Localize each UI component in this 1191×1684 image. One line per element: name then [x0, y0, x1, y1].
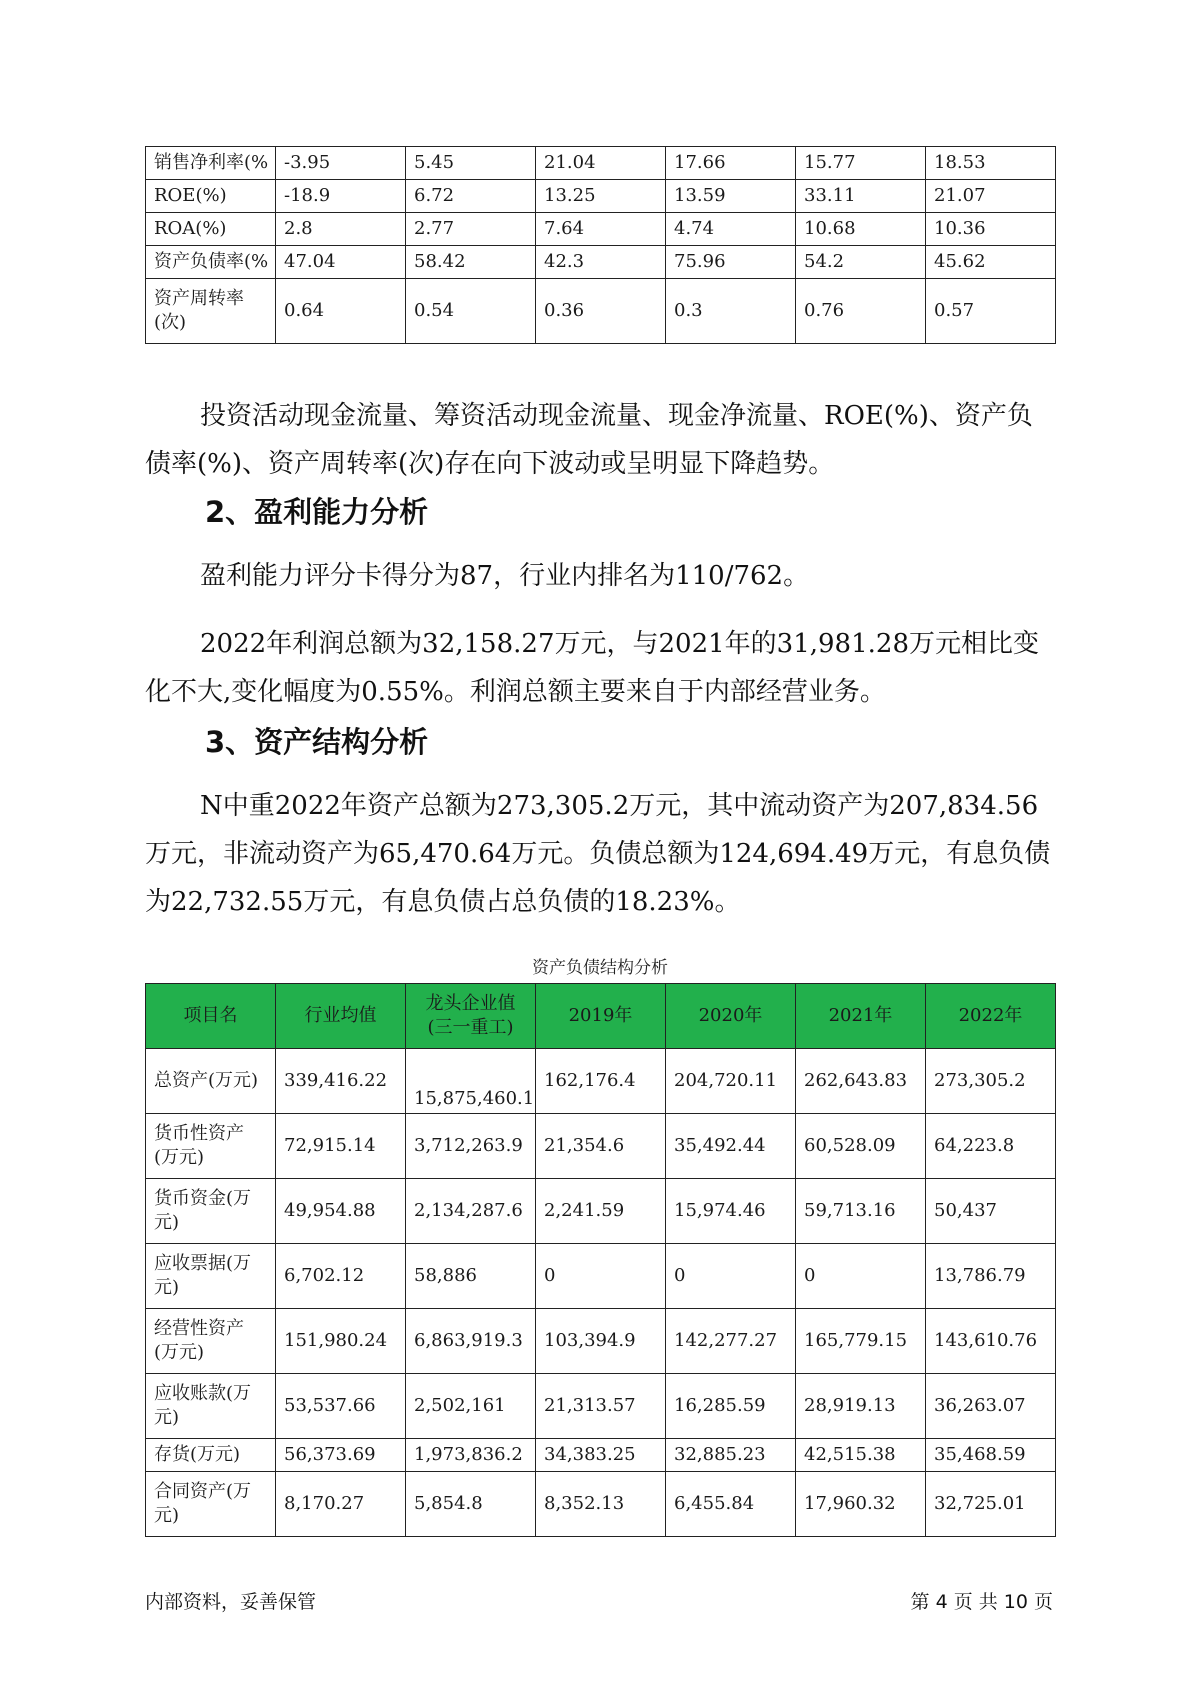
table-cell: 28,919.13 [796, 1374, 926, 1439]
table-cell: 204,720.11 [666, 1049, 796, 1114]
table-cell: 6.72 [406, 180, 536, 213]
column-header: 2021年 [796, 984, 926, 1049]
column-header: 2020年 [666, 984, 796, 1049]
table-cell: 32,885.23 [666, 1439, 796, 1472]
table-row [146, 246, 1056, 279]
table-cell: 16,285.59 [666, 1374, 796, 1439]
footer-confidential: 内部资料，妥善保管 [145, 1591, 317, 1613]
table-row [146, 180, 1056, 213]
table-cell: 3,712,263.9 [406, 1114, 536, 1179]
footer-page-number: 第 4 页 共 10 页 [910, 1591, 1053, 1613]
row-label: 经营性资产(万元) [146, 1309, 276, 1374]
table-cell: 36,263.07 [926, 1374, 1056, 1439]
table-row [146, 1049, 1056, 1114]
table-cell: 2,502,161 [406, 1374, 536, 1439]
section-heading-asset: 3、资产结构分析 [205, 725, 429, 759]
table-cell: 42.3 [536, 246, 666, 279]
table-cell: 4.74 [666, 213, 796, 246]
table-cell: 50,437 [926, 1179, 1056, 1244]
table-cell: 162,176.4 [536, 1049, 666, 1114]
column-header: 行业均值 [276, 984, 406, 1049]
table-cell: 5,854.8 [406, 1472, 536, 1537]
table-cell: 60,528.09 [796, 1114, 926, 1179]
table-cell: 2.77 [406, 213, 536, 246]
table-row [146, 1439, 1056, 1472]
table-cell: 54.2 [796, 246, 926, 279]
table-caption: 资产负债结构分析 [532, 958, 668, 978]
table-cell: -3.95 [276, 147, 406, 180]
table-cell: 262,643.83 [796, 1049, 926, 1114]
table-cell: 21,313.57 [536, 1374, 666, 1439]
column-header: 2022年 [926, 984, 1056, 1049]
table-cell: 0.3 [666, 279, 796, 344]
row-label: 资产周转率(次) [146, 279, 276, 344]
paragraph-profit-score: 盈利能力评分卡得分为87，行业内排名为110/762。 [200, 561, 810, 591]
table-cell: 339,416.22 [276, 1049, 406, 1114]
table-cell: 5.45 [406, 147, 536, 180]
table-cell: 1,973,836.2 [406, 1439, 536, 1472]
table-cell: 0 [796, 1244, 926, 1309]
table-cell: 58.42 [406, 246, 536, 279]
table-cell: 15,875,460.1 [406, 1049, 536, 1114]
table-row [146, 213, 1056, 246]
table-cell: 21.04 [536, 147, 666, 180]
table-cell: 0.54 [406, 279, 536, 344]
table-cell: 49,954.88 [276, 1179, 406, 1244]
row-label: 销售净利率(% [146, 147, 276, 180]
table-cell: 0 [536, 1244, 666, 1309]
table-cell: 32,725.01 [926, 1472, 1056, 1537]
table-cell: 21,354.6 [536, 1114, 666, 1179]
table-cell: 34,383.25 [536, 1439, 666, 1472]
table-cell: 18.53 [926, 147, 1056, 180]
table-cell: 35,468.59 [926, 1439, 1056, 1472]
table-cell: 6,863,919.3 [406, 1309, 536, 1374]
table-cell: 47.04 [276, 246, 406, 279]
table-cell: 103,394.9 [536, 1309, 666, 1374]
table-cell: 142,277.27 [666, 1309, 796, 1374]
table-cell: 8,352.13 [536, 1472, 666, 1537]
table-row [146, 1244, 1056, 1309]
column-header: 项目名 [146, 984, 276, 1049]
ratio-table [145, 146, 1056, 344]
paragraph-profit-total: 2022年利润总额为32,158.27万元，与2021年的31,981.28万元相比变化不大,变化幅度为0.55%。利润总额主要来自于内部经营业务。 [145, 629, 1039, 707]
table-cell: 21.07 [926, 180, 1056, 213]
table-header-row [146, 984, 1056, 1049]
table-cell: 53,537.66 [276, 1374, 406, 1439]
section-heading-profit: 2、盈利能力分析 [205, 495, 429, 529]
table-cell: 10.36 [926, 213, 1056, 246]
table-cell: 2,241.59 [536, 1179, 666, 1244]
table-cell: 6,702.12 [276, 1244, 406, 1309]
paragraph-asset-structure: N中重2022年资产总额为273,305.2万元，其中流动资产为207,834.56万元，非流动资产为65,470.64万元。负债总额为124,694.49万元，有息负债为22,732.55万元，有息负债占总负债的18.23%。 [145, 791, 1051, 917]
table-cell: 151,980.24 [276, 1309, 406, 1374]
table-cell: 0.76 [796, 279, 926, 344]
table-cell: 143,610.76 [926, 1309, 1056, 1374]
column-header: 龙头企业值(三一重工) [406, 984, 536, 1049]
table-row [146, 147, 1056, 180]
row-label: 合同资产(万元) [146, 1472, 276, 1537]
table-cell: 72,915.14 [276, 1114, 406, 1179]
table-cell: 45.62 [926, 246, 1056, 279]
table-cell: 165,779.15 [796, 1309, 926, 1374]
table-cell: 75.96 [666, 246, 796, 279]
table-cell: 6,455.84 [666, 1472, 796, 1537]
table-cell: -18.9 [276, 180, 406, 213]
table-cell: 10.68 [796, 213, 926, 246]
table-cell: 17,960.32 [796, 1472, 926, 1537]
table-cell: 64,223.8 [926, 1114, 1056, 1179]
row-label: 应收票据(万元) [146, 1244, 276, 1309]
table-cell: 59,713.16 [796, 1179, 926, 1244]
table-row [146, 279, 1056, 344]
row-label: ROA(%) [146, 213, 276, 246]
row-label: 货币性资产(万元) [146, 1114, 276, 1179]
paragraph-trend: 投资活动现金流量、筹资活动现金流量、现金净流量、ROE(%)、资产负债率(%)、资产周转率(次)存在向下波动或呈明显下降趋势。 [145, 401, 1033, 479]
table-cell: 35,492.44 [666, 1114, 796, 1179]
table-row [146, 1179, 1056, 1244]
table-cell: 33.11 [796, 180, 926, 213]
table-cell: 13,786.79 [926, 1244, 1056, 1309]
table-cell: 13.59 [666, 180, 796, 213]
row-label: 总资产(万元) [146, 1049, 276, 1114]
table-cell: 58,886 [406, 1244, 536, 1309]
table-cell: 0.57 [926, 279, 1056, 344]
table-cell: 0 [666, 1244, 796, 1309]
table-cell: 8,170.27 [276, 1472, 406, 1537]
table-cell: 273,305.2 [926, 1049, 1056, 1114]
row-label: 应收账款(万元) [146, 1374, 276, 1439]
table-cell: 15.77 [796, 147, 926, 180]
row-label: 货币资金(万元) [146, 1179, 276, 1244]
table-cell: 42,515.38 [796, 1439, 926, 1472]
table-cell: 7.64 [536, 213, 666, 246]
table-cell: 15,974.46 [666, 1179, 796, 1244]
table-cell: 2.8 [276, 213, 406, 246]
table-cell: 56,373.69 [276, 1439, 406, 1472]
row-label: ROE(%) [146, 180, 276, 213]
table-row [146, 1309, 1056, 1374]
table-cell: 2,134,287.6 [406, 1179, 536, 1244]
row-label: 资产负债率(% [146, 246, 276, 279]
table-cell: 13.25 [536, 180, 666, 213]
table-row [146, 1374, 1056, 1439]
row-label: 存货(万元) [146, 1439, 276, 1472]
table-row [146, 1472, 1056, 1537]
table-cell: 0.36 [536, 279, 666, 344]
column-header: 2019年 [536, 984, 666, 1049]
table-row [146, 1114, 1056, 1179]
table-cell: 17.66 [666, 147, 796, 180]
table-cell: 0.64 [276, 279, 406, 344]
asset-structure-table [145, 983, 1056, 1537]
